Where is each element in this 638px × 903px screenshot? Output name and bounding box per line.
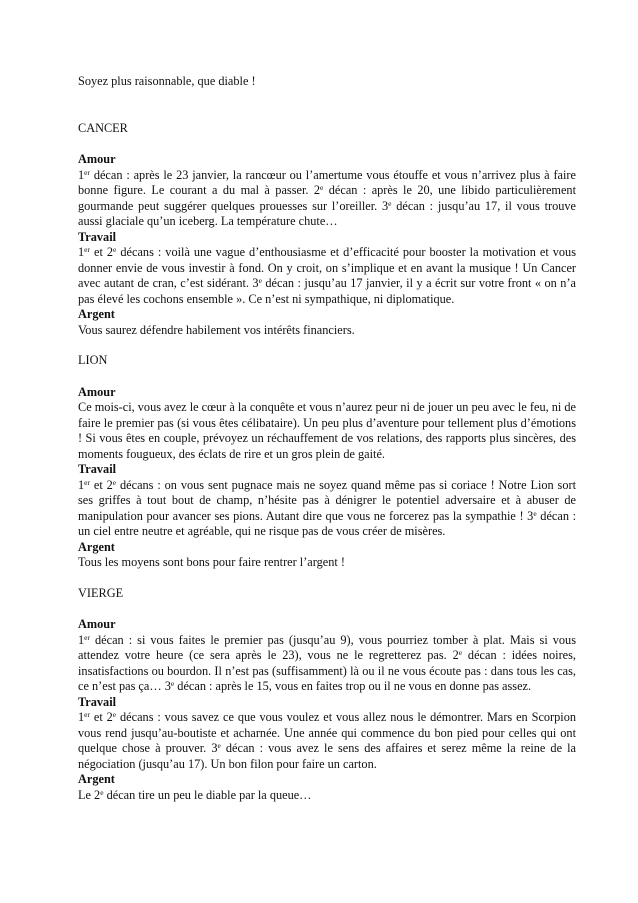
ordinal-suffix: e xyxy=(217,741,221,750)
sign-lion xyxy=(78,353,576,571)
ordinal-suffix: e xyxy=(170,679,175,688)
text-run: 1 xyxy=(78,710,85,724)
text-run: décan : après le 15, vous en faites trop ou il ne vous en donne pas assez. xyxy=(174,679,532,693)
sign-title: LION xyxy=(78,353,108,367)
text-run: décans : vous savez ce que vous voulez et vous allez nous le démontrer. Mars en Scorpion vous rend jusqu’au-boutiste et acharnée. Une année qui commence du bon pied pour celles qui ont quelque chose à prouver. 3 xyxy=(78,710,577,755)
ordinal-suffix: e xyxy=(320,183,324,192)
amour-text xyxy=(78,168,576,230)
travail-text xyxy=(78,710,576,772)
text-run: Ce mois-ci, vous avez le cœur à la conquête et vous n’aurez peur ni de jouer un peu avec le feu, ni de faire le premier pas (si vous êtes célibataire). Un peu plus d’aventure pour tellement plus d’émotions ! Si vous êtes en couple, prévoyez un réchauffement de vos relations, des rapports plus sincères, des moments fougueux, des éclats de rire et un gros plein de gaité. xyxy=(78,400,576,461)
text-run: décan : jusqu’au 17, il vous trouve aussi glaciale qu’un iceberg. La température chute… xyxy=(78,198,576,228)
text-run: Tous les moyens sont bons pour faire rentrer l’argent ! xyxy=(78,555,345,569)
sign-title: CANCER xyxy=(78,120,128,135)
text-run: décan : jusqu’au 17 janvier, il y a écrit sur votre front « on n’a pas élevé les cochons ensemble ». Ce n’est ni sympathique, ni diplomatique. xyxy=(78,276,577,306)
ordinal-suffix: er xyxy=(84,245,90,254)
ordinal-suffix: er xyxy=(84,632,90,642)
argent-text xyxy=(78,788,576,804)
travail-text xyxy=(78,245,576,307)
intro-sentence: Soyez plus raisonnable, que diable ! xyxy=(78,74,256,88)
ordinal-suffix: e xyxy=(112,477,117,487)
ordinal-suffix: er xyxy=(84,477,90,487)
ordinal-suffix: er xyxy=(84,710,90,719)
travail-heading: Travail xyxy=(78,462,117,476)
ordinal-suffix: er xyxy=(84,167,90,177)
ordinal-suffix: e xyxy=(458,648,463,657)
text-run: décan : si vous faites le premier pas (jusqu’au 9), vous pourriez tomber à plat. Mais si vous attendez votre heure (ce sera après le 23), vous ne le regretterez pas. 2 xyxy=(78,632,576,662)
sign-cancer xyxy=(78,121,576,339)
amour-heading: Amour xyxy=(78,384,116,399)
text-run: décan : un ciel entre neutre et agréable, qui ne risque pas de vous créer de misères. xyxy=(78,508,576,538)
travail-text xyxy=(78,478,576,540)
ordinal-suffix: e xyxy=(258,276,262,285)
text-run: 1 xyxy=(78,632,85,647)
amour-text xyxy=(78,633,576,695)
argent-heading: Argent xyxy=(78,307,115,321)
text-run: décan : idées noires, insatisfactions ou bourdon. Il n’est pas (suffisamment) là ou il ne vous écoute pas : dans tous les cas, ce n’est pas ça… 3 xyxy=(78,648,576,693)
text-run: Le 2 xyxy=(78,787,101,802)
sign-vierge xyxy=(78,586,576,804)
text-run: décan : après le 23 janvier, la rancœur ou l’amertume vous étouffe et vous n’arrivez plus à faire bonne figure. Le courant a du mal à passer. 2 xyxy=(78,167,576,197)
text-run: 1 xyxy=(78,245,85,259)
argent-heading: Argent xyxy=(78,539,115,554)
ordinal-suffix: e xyxy=(388,198,392,208)
text-run: décans : voilà une vague d’enthousiasme et d’efficacité pour booster la motivation et vous donner envie de vous investir à fond. On y croit, on s’implique et en avant la musique ! Un Cancer avec autant de cran, c’est sidérant. 3 xyxy=(78,245,576,290)
text-run: décans : on vous sent pugnace mais ne soyez quand même pas si coriace ! Notre Lion sort ses griffes à tout bout de champ, n’hésite pas à dénigrer le potentiel adversaire et à abuser de manipulation pour avancer ses pions. Autant dire que vous ne forcerez pas la sympathie ! 3 xyxy=(78,477,576,523)
text-run: décan : vous avez le sens des affaires et serez même la reine de la négociation (jusqu’au 17). Un bon filon pour faire un carton. xyxy=(78,741,576,771)
travail-heading: Travail xyxy=(78,694,117,709)
text-run: Vous saurez défendre habilement vos intérêts financiers. xyxy=(78,322,355,337)
ordinal-suffix: e xyxy=(100,787,104,797)
text-run: et 2 xyxy=(89,710,113,724)
sign-title: VIERGE xyxy=(78,585,124,600)
amour-heading: Amour xyxy=(78,617,116,631)
text-run: décan tire un peu le diable par la queue… xyxy=(103,787,312,802)
text-run: et 2 xyxy=(89,477,113,492)
amour-heading: Amour xyxy=(78,152,116,166)
text-run: 1 xyxy=(78,477,85,492)
amour-text xyxy=(78,400,576,462)
argent-heading: Argent xyxy=(78,772,115,786)
text-run: et 2 xyxy=(89,245,114,259)
argent-text xyxy=(78,323,576,339)
ordinal-suffix: e xyxy=(112,710,117,719)
text-run: 1 xyxy=(78,167,85,182)
ordinal-suffix: e xyxy=(533,508,537,518)
ordinal-suffix: e xyxy=(113,245,117,254)
text-run: décan : après le 20, une libido particulièrement gourmande peut suggérer quelques prouesses sur l’oreiller. 3 xyxy=(78,183,576,213)
travail-heading: Travail xyxy=(78,229,117,244)
argent-text xyxy=(78,555,576,571)
